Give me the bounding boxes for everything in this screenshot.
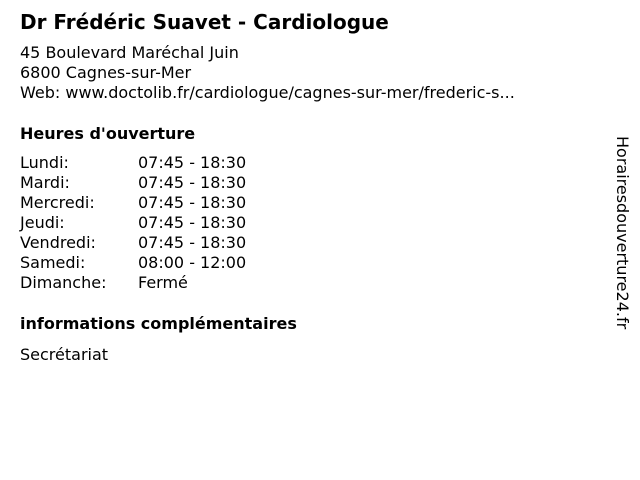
info-heading: informations complémentaires	[20, 314, 297, 333]
day-label: Mardi:	[20, 173, 70, 192]
hours-heading: Heures d'ouverture	[20, 124, 196, 143]
day-label: Mercredi:	[20, 193, 95, 212]
day-label: Vendredi:	[20, 233, 96, 252]
website-link[interactable]: Web: www.doctolib.fr/cardiologue/cagnes-sur-mer/frederic-s...	[20, 83, 515, 102]
time-value: 08:00 - 12:00	[138, 253, 247, 272]
day-label: Dimanche:	[20, 273, 107, 292]
city-address: 6800 Cagnes-sur-Mer	[20, 63, 192, 82]
address-block	[20, 43, 515, 103]
time-value: 07:45 - 18:30	[138, 153, 247, 172]
street-address: 45 Boulevard Maréchal Juin	[20, 43, 239, 62]
day-label: Jeudi:	[20, 213, 65, 232]
time-value: 07:45 - 18:30	[138, 213, 247, 232]
page-title: Dr Frédéric Suavet - Cardiologue	[20, 10, 389, 34]
info-text: Secrétariat	[20, 345, 109, 364]
time-value: Fermé	[138, 273, 188, 292]
time-value: 07:45 - 18:30	[138, 193, 247, 212]
time-value: 07:45 - 18:30	[138, 173, 247, 192]
day-label: Lundi:	[20, 153, 69, 172]
time-value: 07:45 - 18:30	[138, 233, 247, 252]
side-brand-watermark: Horairesdouverture24.fr	[613, 136, 632, 330]
day-label: Samedi:	[20, 253, 86, 272]
